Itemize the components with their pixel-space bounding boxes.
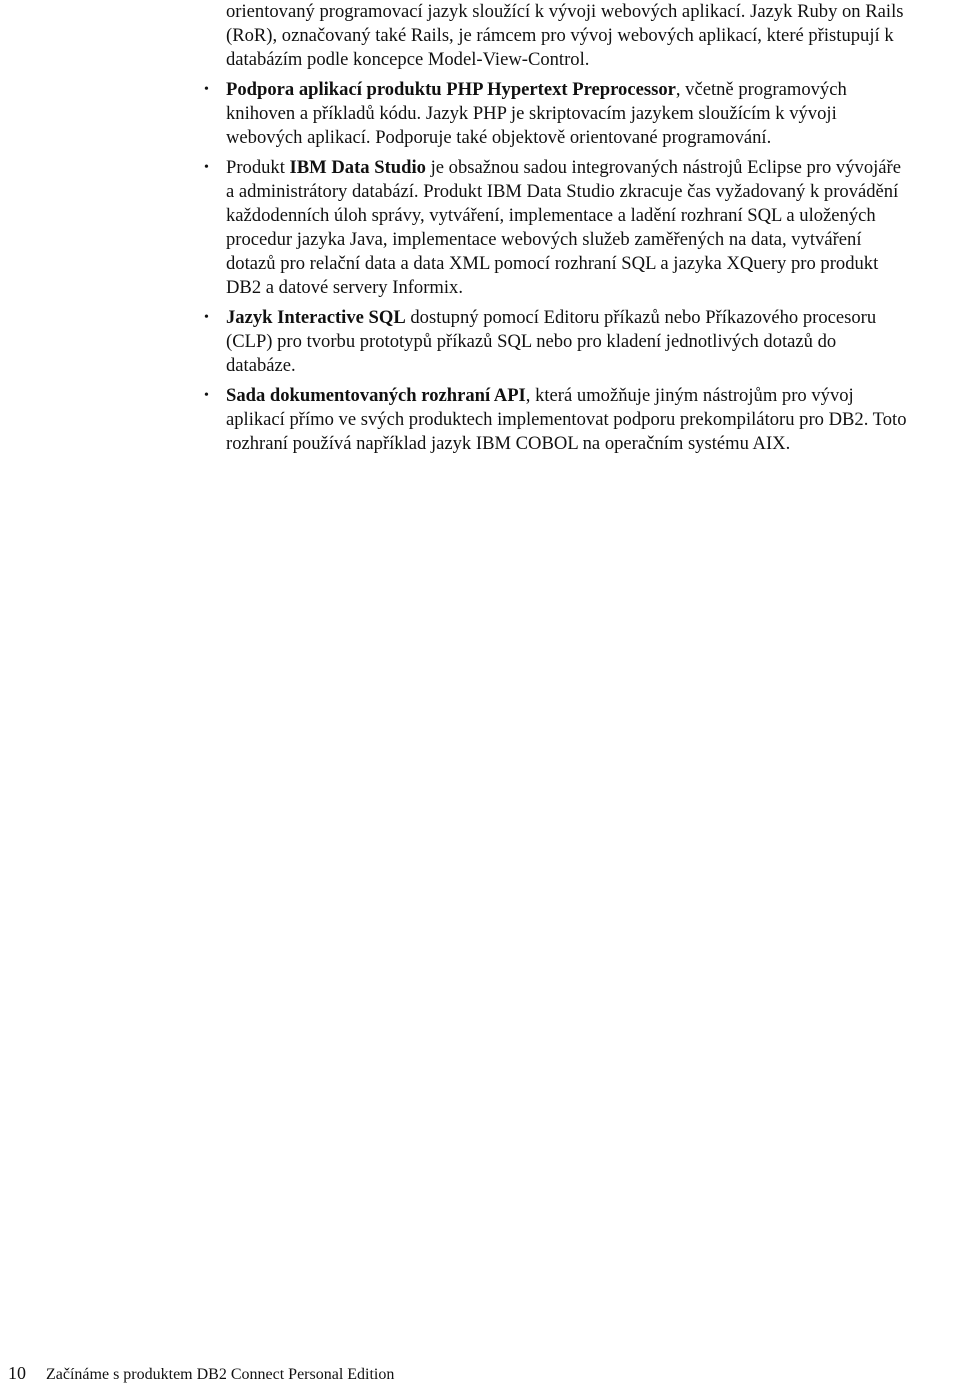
bullet-rest: je obsažnou sadou integrovaných nástrojů Eclipse pro vývojáře [425,157,901,178]
text-line [226,306,960,330]
page-body [204,0,960,456]
footer-title: Začínáme s produktem DB2 Connect Personal Edition [46,1366,395,1383]
text-line: (RoR), označovaný také Rails, je rámcem pro vývoj webových aplikací, které přistupují k [226,25,894,46]
text-line: a administrátory databází. Produkt IBM Data Studio zkracuje čas vyžadovaný k provádění [226,181,899,202]
text-line: procedur jazyka Java, implementace webových služeb zaměřených na data, vytváření [226,229,862,250]
bullet-lead: Produkt [226,157,290,178]
text-line [226,78,960,102]
intro-paragraph [226,0,960,72]
text-line: orientovaný programovací jazyk sloužící k vývoji webových aplikací. Jazyk Ruby on Rails [226,1,904,22]
text-line: každodenních úloh správy, vytváření, implementace a ladění rozhraní SQL a uložených [226,205,876,226]
bullet-rest: , včetně programových [675,79,847,100]
text-line: aplikací přímo ve svých produktech implementovat podporu prekompilátoru pro DB2. Toto [226,409,907,430]
text-line: databáze. [226,355,296,376]
page-number: 10 [8,1363,26,1383]
text-line [226,156,960,180]
bullet-rest: dostupný pomocí Editoru příkazů nebo Příkazového procesoru [405,307,877,328]
bullet-item-data-studio [204,156,960,300]
bullet-icon: • [204,82,209,97]
bullet-icon: • [204,160,209,175]
bullet-rest: , která umožňuje jiným nástrojům pro vývoj [525,385,854,406]
bullet-term: Sada dokumentovaných rozhraní API [226,385,526,406]
bullet-term: Jazyk Interactive SQL [226,307,406,328]
text-line: webových aplikací. Podporuje také objektově orientované programování. [226,127,772,148]
text-line: (CLP) pro tvorbu prototypů příkazů SQL nebo pro kladení jednotlivých dotazů do [226,331,837,352]
bullet-item-api [204,384,960,456]
bullet-term: IBM Data Studio [289,157,426,178]
bullet-item-php [204,78,960,150]
text-line: DB2 a datové servery Informix. [226,277,463,298]
text-line: databázím podle koncepce Model-View-Control. [226,49,590,70]
bullet-icon: • [204,310,209,325]
text-line [226,384,960,408]
bullet-icon: • [204,388,209,403]
text-line: dotazů pro relační data a data XML pomocí rozhraní SQL a jazyka XQuery pro produkt [226,253,879,274]
text-line: knihoven a příkladů kódu. Jazyk PHP je skriptovacím jazykem sloužícím k vývoji [226,103,837,124]
bullet-term: Podpora aplikací produktu PHP Hypertext Preprocessor [226,79,676,100]
page-footer [8,1362,394,1386]
bullet-item-interactive-sql [204,306,960,378]
text-line: rozhraní používá například jazyk IBM COBOL na operačním systému AIX. [226,433,791,454]
